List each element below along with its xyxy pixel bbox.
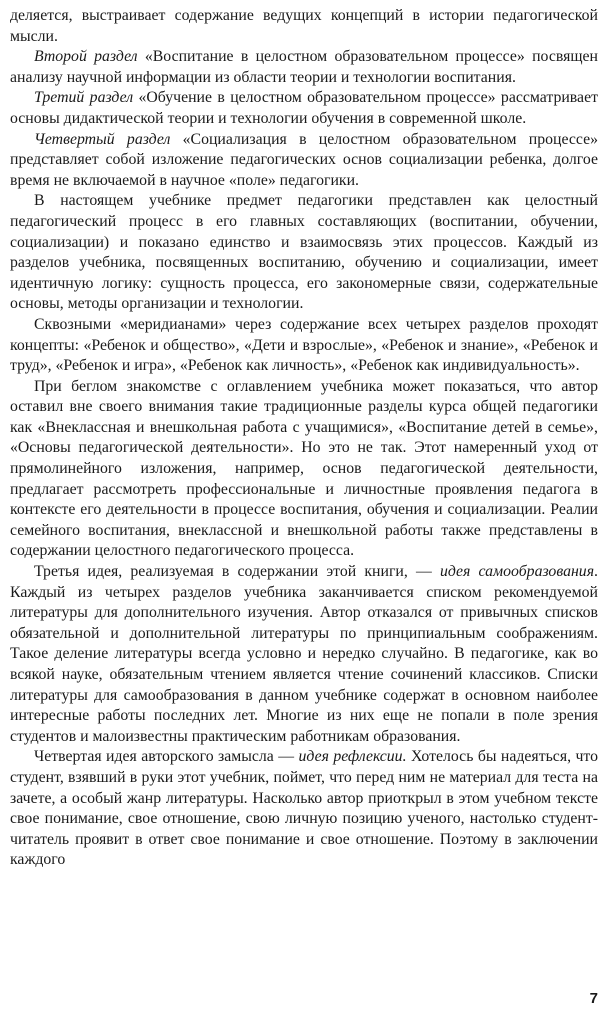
paragraph-section-2: Второй раздел «Воспитание в целостном образовательном процессе» посвящен анализу научной информации из области теории и технологии воспитания. bbox=[10, 48, 598, 86]
paragraph-section-3: Третий раздел «Обучение в целостном образовательном процессе» рассматривает основы дидактической теории и технологии обучения в современной школе. bbox=[10, 89, 598, 127]
idea-term: идея рефлексии. bbox=[298, 748, 407, 766]
idea-term: идея самообразования bbox=[439, 563, 595, 581]
section-lead: Второй раздел bbox=[34, 48, 138, 66]
section-lead: Третий раздел bbox=[34, 89, 134, 107]
paragraph: Сквозными «меридианами» через содержание всех четырех разделов проходят концепты: «Ребенок и общество», «Дети и взрослые», «Ребенок и знание», «Ребенок и труд», «Ребенок и игра», «Ребенок как личность», «Ребенок как индивидуальность». bbox=[10, 315, 598, 375]
paragraph-idea-4: Четвертая идея авторского замысла — идея рефлексии. Хотелось бы надеяться, что студент, взявший в руки этот учебник, поймет, что перед ним не материал для теста на зачете, а особый жанр литературы. Насколько автор приоткрыл в этом учебном тексте свое понимание, свое отношение, свою личную позицию ученого, настолько студент-читатель проявит в ответ свое понимание и свое отношение. Поэтому в заключении каждого bbox=[10, 748, 599, 869]
section-lead: Четвертый раздел bbox=[34, 130, 171, 148]
paragraph: В настоящем учебнике предмет педагогики представлен как целостный педагогический процесс в его главных составляющих (воспитании, обучении, социализации) и показано единство и взаимосвязь этих процессов. Каждый из разделов учебника, посвященных воспитанию, обучению и социализации, имеет идентичную логику: сущность процесса, его закономерные связи, содержательные основы, методы организации и технологии. bbox=[10, 192, 598, 313]
paragraph-idea-3: Третья идея, реализуемая в содержании этой книги, — идея самообразования. Каждый из четырех разделов учебника заканчивается списком рекомендуемой литературы для дополнительного изучения. Автор отказался от привычных списков обязательной и дополнительной литературы по принципиальным соображениям. Такое деление литературы всегда условно и нередко случайно. В педагогике, как во всякой науке, обязательным чтением является чтение сочинений классиков. Списки литературы для самообразования в данном учебнике содержат в основном наиболее интересные работы последних лет. Многие из них еще не попали в поле зрения студентов и малоизвестны практическим работникам образования. bbox=[10, 563, 598, 745]
page-number: 7 bbox=[589, 990, 598, 1007]
paragraph-continued: деляется, выстраивает содержание ведущих концепций в истории педагогической мысли. bbox=[10, 7, 598, 45]
page-body bbox=[10, 6, 598, 871]
paragraph-section-4: Четвертый раздел «Социализация в целостном образовательном процессе» представляет собой изложение педагогических основ социализации ребенка, долгое время не включаемой в научное «поле» педагогики. bbox=[10, 130, 598, 189]
paragraph: При беглом знакомстве с оглавлением учебника может показаться, что автор оставил вне своего внимания такие традиционные разделы курса общей педагогики как «Внеклассная и внешкольная работа с учащимися», «Воспитание детей в семье», «Основы педагогической деятельности». Но это не так. Этот намеренный уход от прямолинейного изложения, например, основ педагогической деятельности, предлагает рассмотреть профессиональные и личностные проявления педагога в контексте его деятельности в процессе воспитания, обучения и социализации. Реалии семейного воспитания, внеклассной и внешкольной работы также представлены в содержании целостного педагогического процесса. bbox=[10, 377, 598, 560]
